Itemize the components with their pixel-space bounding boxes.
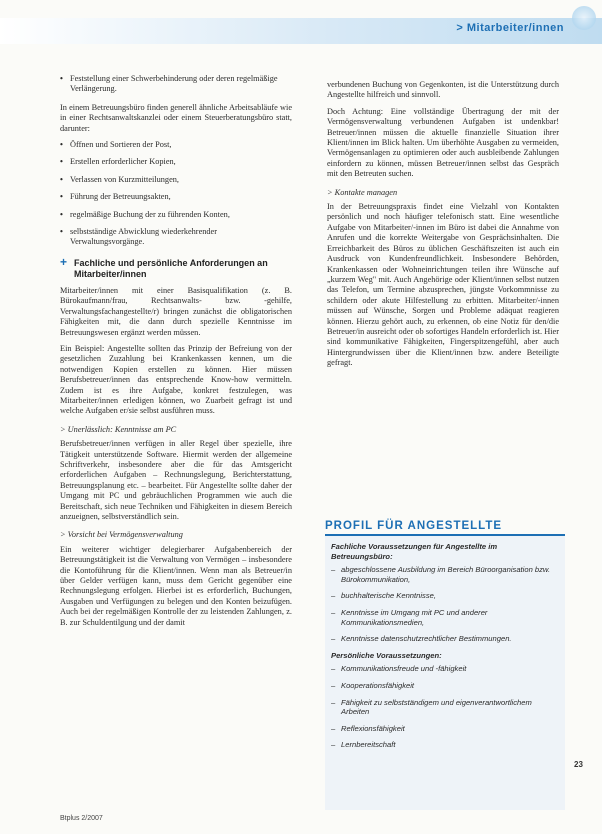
- list-item: • Führung der Betreuungsakten,: [60, 192, 292, 202]
- paragraph-continuation: verbundenen Buchung von Gegenkonten, ist die Unterstützung durch Angestellte hilfreich und sinnvoll.: [327, 80, 559, 100]
- corner-logo-icon: [572, 6, 596, 30]
- list-item: • Verlassen von Kurzmitteilungen,: [60, 175, 292, 185]
- paragraph-example: Ein Beispiel: Angestellte sollten das Prinzip der Befreiung von der gesetzlichen Zuzahlung bei Krankenkassen kennen, um die notwendigen Kopien erstellen zu können. Hier müssen Berufsbetreuer/innen das entsprechende Know-how vermitteln. Zudem ist es ihre Aufgabe, konkret festzulegen, was Mitarbeiter/innen erledigen können, wo Zuarbeit gefragt ist und welche Aufgaben er/sie selbst ausführen muss.: [60, 343, 292, 416]
- profile-professional-list: [331, 565, 557, 644]
- right-column: [327, 80, 559, 375]
- footer-issue: Btplus 2/2007: [60, 815, 103, 822]
- list-item: – Lernbereitschaft: [331, 740, 557, 750]
- paragraph-requirements: Mitarbeiter/innen mit einer Basisqualifikation (z. B. Bürokaufmann/frau, Rechtsanwalts- bzw. -gehilfe, Verwaltungsfachangestellte/r) bringen zunächst die obligatorischen Fähigkeiten mit, die dann durch spezielle Kenntnisse im Betreuungswesen ergänzt werden müssen.: [60, 285, 292, 337]
- profile-body: [331, 540, 557, 757]
- profile-subheading-personal: Persönliche Voraussetzungen:: [331, 650, 442, 660]
- page-number: 23: [574, 760, 583, 769]
- section-heading: [60, 254, 292, 280]
- subheading-pc: > Unerlässlich: Kenntnisse am PC: [60, 424, 177, 434]
- paragraph-pc: Berufsbetreuer/innen verfügen in aller Regel über spezielle, ihre Tätigkeit unterstützende Software. Hiermit werden der allgemeine Schriftverkehr, insbesondere aber die für das Amtsgericht erforderlichen Aufgaben – Rechnungslegung, Berichterstattung, Betreuungsplanung etc. – bearbeitet. Für Angestellte sollte daher der Umgang mit PC und gebräuchlichen Programmen wie auch die Bereitschaft, sich neue Techniken und Fähigkeiten in diesem Bereich anzueignen, selbstverständlich sein.: [60, 439, 292, 521]
- list-item: • selbstständige Abwicklung wiederkehrender Verwaltungsvorgänge.: [60, 227, 292, 248]
- paragraph-contacts: In der Betreuungspraxis findet eine Vielzahl von Kontakten persönlich und noch häufiger telefonisch statt. Eine wesentliche Aufgabe von Mitarbeiter/-innen im Büro ist dabei die Annahme von Anrufen und die korrekte Weitergabe von Gesprächsinhalten. Die Erreichbarkeit des Büros zu üblichen Geschäftszeiten ist auch ein Ausdruck von Kundenfreundlichkeit. Insbesondere Behörden, Krankenkassen oder Wohneinrichtungen teilen ihre Wünsche auf „kurzem Weg" mit. Auch Angehörige oder Klient/innen selbst nutzen das Telefon, um Termine abzusprechen, jüngste Vorkommnisse zu schildern oder akute Hilfestellung zu erbitten. Mitarbeiter/-innen müssen auf Wünsche, Sorgen und Probleme adäquat reagieren können. Hierzu gehört auch, zu erkennen, ob eine Notiz für den/die Betreuer/in ausreicht oder ob sofortiges Handeln erforderlich ist. Hier sind kommunikative Fähigkeiten, Fingerspitzengefühl, aber auch Hintergrundwissen über die Klient/innen bzw. andere Beteiligte gefragt.: [327, 202, 559, 368]
- left-column: [60, 74, 292, 634]
- list-item: • Öffnen und Sortieren der Post,: [60, 140, 292, 150]
- list-item: • regelmäßige Buchung der zu führenden Konten,: [60, 210, 292, 220]
- plus-icon: +: [60, 254, 68, 269]
- subheading-assets: > Vorsicht bei Vermögensverwaltung: [60, 530, 183, 540]
- paragraph-assets: Ein weiterer wichtiger delegierbarer Aufgabenbereich der Betreuungstätigkeit ist die Verwaltung von Vermögen – insbesondere die Kontoführung für die Klient/innen. Wenn man als Betreuer/in über Gelder verfügen kann, muss dem Gericht gegenüber eine Rechnungslegung erfolgen. Hierbei ist es erforderlich, Buchungen, Ausgaben und Verfügungen zu belegen und den Konten beizufügen. Auch bei der regelmäßigen Kontrolle der zu leistenden Zahlungen, z. B. zur Schuldentilgung und der damit: [60, 544, 292, 627]
- list-item: • Erstellen erforderlicher Kopien,: [60, 157, 292, 167]
- paragraph-caution: Doch Achtung: Eine vollständige Übertragung der mit der Vermögensverwaltung verbundenen Aufgaben ist undenkbar! Betreuer/innen müssen die aktuelle finanzielle Situation ihrer Klient/innen im Blick halten. Um überhöhte Ausgaben zu vermeiden, Vermögensanlagen zu optimieren oder auch ausbleibende Zahlungen einfordern zu können, müssen Betreuer/innen selbst das Gespräch mit den Betreuten suchen.: [327, 106, 559, 179]
- profile-title: PROFIL FÜR ANGESTELLTE: [325, 518, 565, 536]
- header-title: > Mitarbeiter/innen: [456, 22, 564, 34]
- profile-subheading-professional: Fachliche Voraussetzungen für Angestellte im Betreuungsbüro:: [331, 542, 498, 561]
- subheading-contacts: > Kontakte managen: [327, 187, 398, 197]
- list-item: – Kooperationsfähigkeit: [331, 681, 557, 691]
- profile-personal-list: [331, 664, 557, 750]
- intro-list: [60, 74, 292, 95]
- list-item: – Reflexionsfähigkeit: [331, 724, 557, 734]
- list-item: – abgeschlossene Ausbildung im Bereich Büroorganisation bzw. Bürokommunikation,: [331, 565, 557, 584]
- list-item: • Feststellung einer Schwerbehinderung oder deren regelmäßige Verlängerung.: [60, 74, 292, 95]
- profile-box: [325, 518, 565, 810]
- paragraph-office: In einem Betreuungsbüro finden generell ähnliche Arbeitsabläufe wie in einer Rechtsanwaltskanzlei oder einem Steuerberatungsbüro statt, darunter:: [60, 102, 292, 133]
- list-item: – Kommunikationsfreude und -fähigkeit: [331, 664, 557, 674]
- office-task-list: [60, 140, 292, 248]
- list-item: – buchhalterische Kenntnisse,: [331, 591, 557, 601]
- list-item: – Kenntnisse im Umgang mit PC und anderer Kommunikationsmedien,: [331, 608, 557, 627]
- section-heading-text: Fachliche und persönliche Anforderungen an Mitarbeiter/innen: [74, 257, 268, 279]
- list-item: – Kenntnisse datenschutzrechtlicher Bestimmungen.: [331, 634, 557, 644]
- list-item: – Fähigkeit zu selbstständigem und eigenverantwortlichem Arbeiten: [331, 698, 557, 717]
